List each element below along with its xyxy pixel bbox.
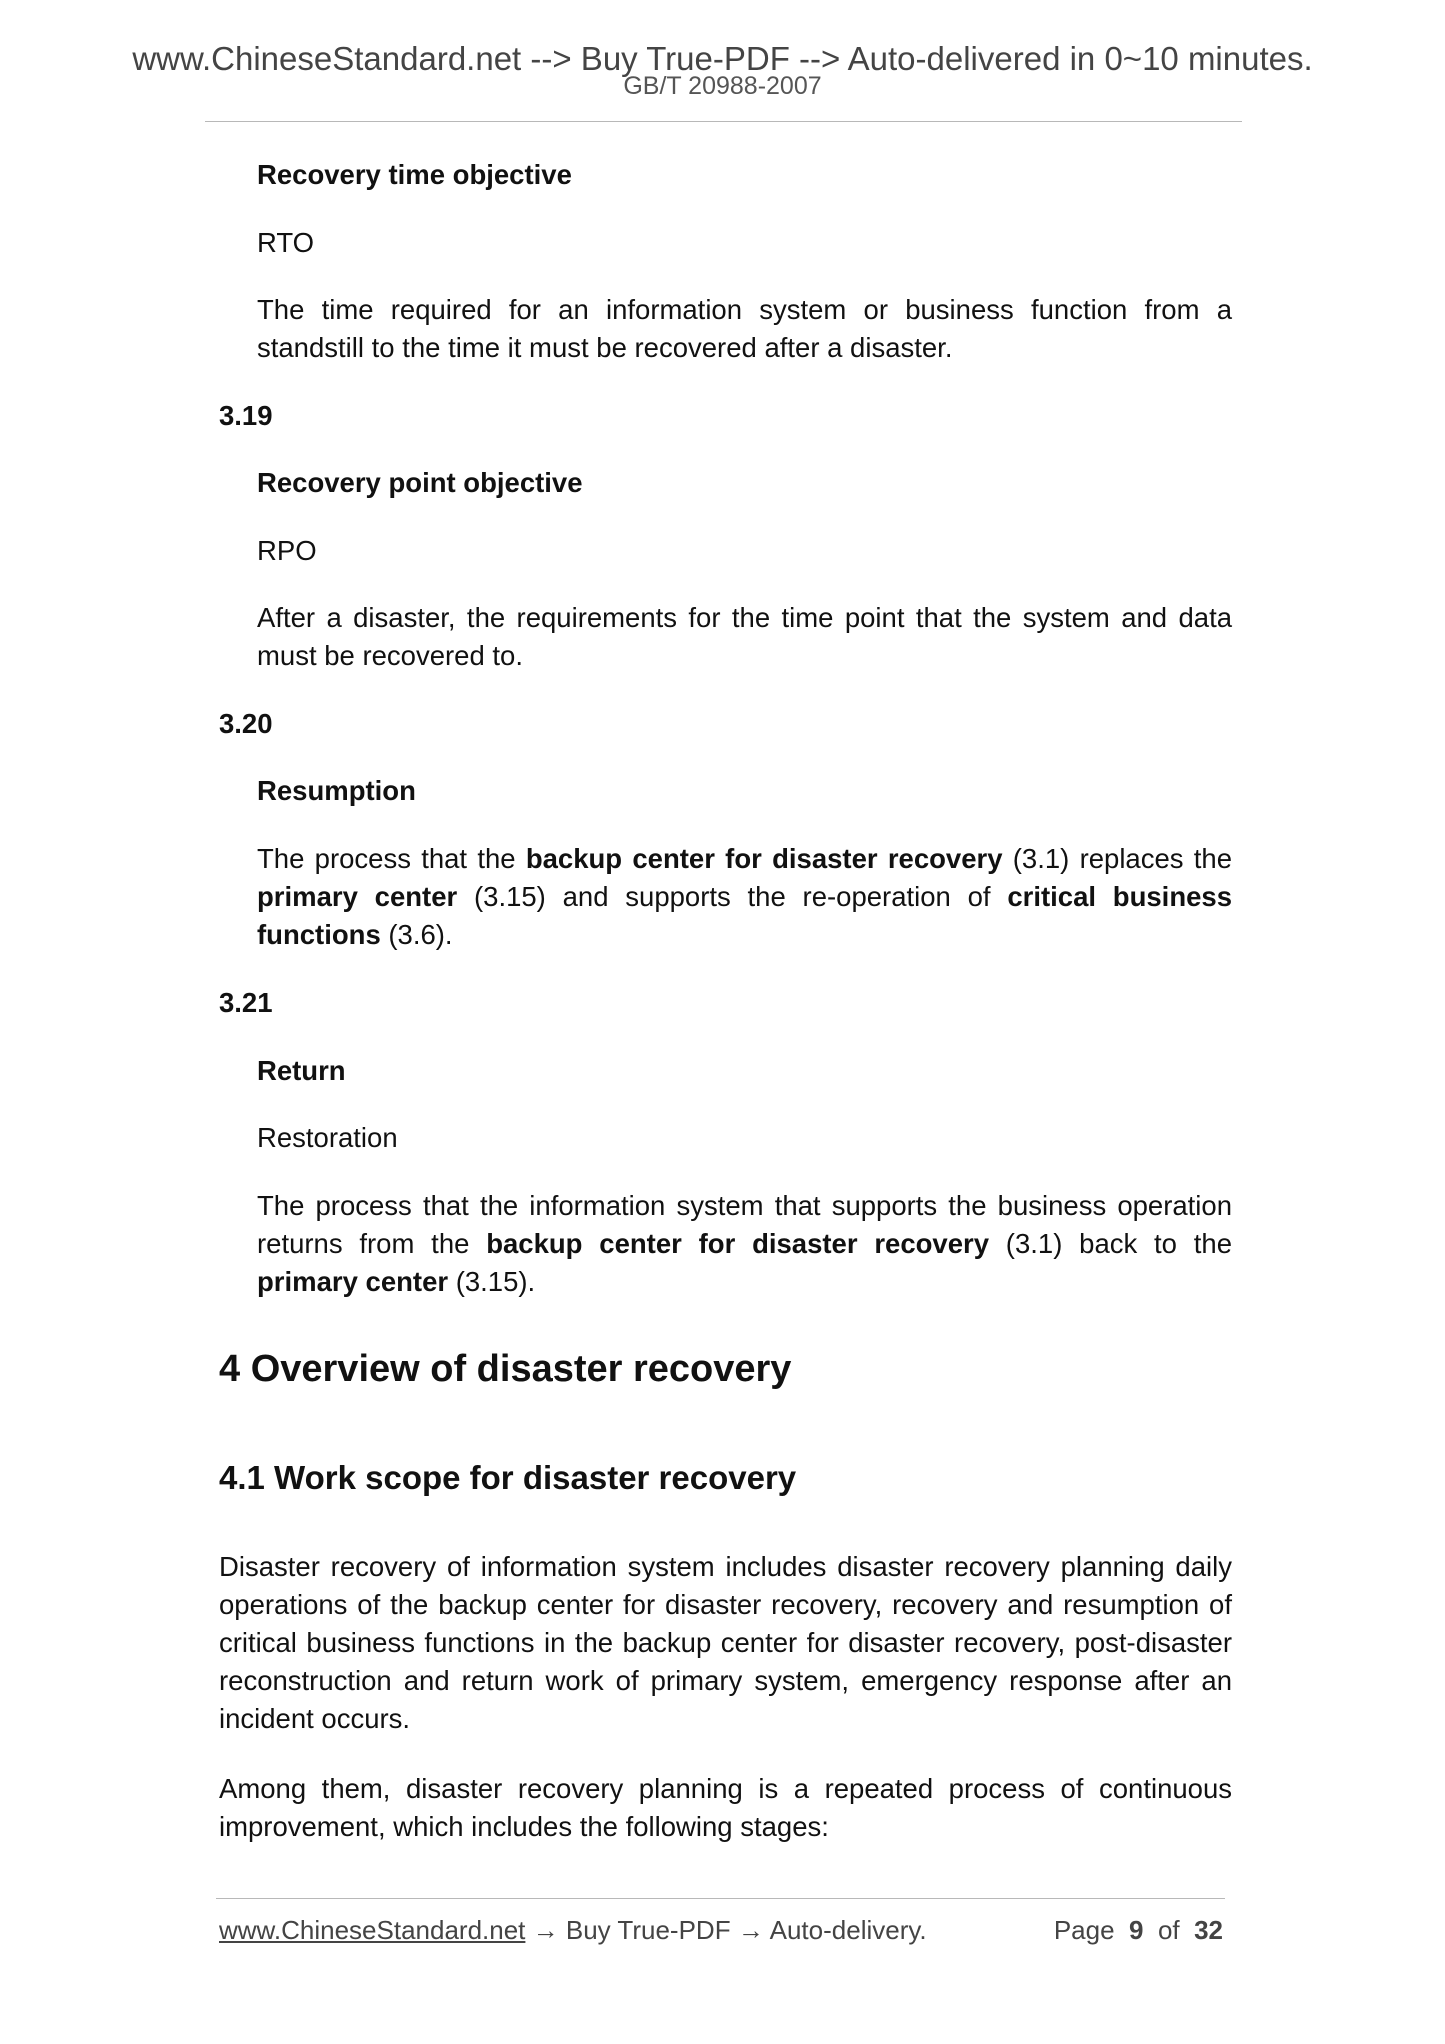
section-heading-4-1: 4.1 Work scope for disaster recovery xyxy=(219,1459,797,1496)
page-footer xyxy=(219,1914,1223,1946)
clause-number-3-20: 3.20 xyxy=(219,708,273,739)
term-rto: Recovery time objective xyxy=(257,159,572,190)
paragraph-planning-stages: Among them, disaster recovery planning is a repeated process of continuous improvement, which includes the following stages: xyxy=(219,1773,1232,1842)
clause-number-3-19: 3.19 xyxy=(219,400,273,431)
header-banner: www.ChineseStandard.net --> Buy True-PDF --> Auto-delivered in 0~10 minutes. xyxy=(132,40,1313,77)
page-label: Page xyxy=(1053,1915,1115,1945)
page-indicator xyxy=(1054,1914,1223,1946)
footer-delivery-text: Auto-delivery. xyxy=(769,1915,927,1945)
arrow-right-icon: → xyxy=(737,1915,764,1945)
section-heading-4: 4 Overview of disaster recovery xyxy=(219,1348,792,1390)
standard-code: GB/T 20988-2007 xyxy=(623,72,822,100)
header-divider xyxy=(205,121,1242,122)
term-return: Return xyxy=(257,1055,346,1086)
definition-rpo: After a disaster, the requirements for the time point that the system and data must be recovered to. xyxy=(257,602,1232,671)
of-label: of xyxy=(1157,1915,1180,1945)
clause-number-3-21: 3.21 xyxy=(219,987,273,1018)
footer-divider xyxy=(216,1898,1225,1899)
definition-rto: The time required for an information system or business function from a standstill to the time it must be recovered after a disaster. xyxy=(257,294,1232,363)
paragraph-work-scope: Disaster recovery of information system includes disaster recovery planning daily operations of the backup center for disaster recovery, recovery and resumption of critical business functions in the backup center for disaster recovery, post-disaster reconstruction and return work of primary system, emergency response after an incident occurs. xyxy=(219,1551,1232,1734)
definition-return: The process that the information system that supports the business operation returns from the backup center for disaster recovery (3.1) back to the primary center (3.15). xyxy=(257,1190,1232,1297)
footer-buy-text: Buy True-PDF xyxy=(565,1915,731,1945)
page-total: 32 xyxy=(1194,1915,1223,1945)
abbr-rto: RTO xyxy=(257,227,315,258)
arrow-right-icon: → xyxy=(532,1915,559,1945)
term-rpo: Recovery point objective xyxy=(257,467,583,498)
footer-site-link[interactable]: www.ChineseStandard.net xyxy=(219,1915,526,1945)
page-number: 9 xyxy=(1129,1915,1144,1945)
synonym-restoration: Restoration xyxy=(257,1122,398,1153)
definition-resumption: The process that the backup center for disaster recovery (3.1) replaces the primary center (3.15) and supports the re-operation of critical business functions (3.6). xyxy=(257,843,1233,950)
term-resumption: Resumption xyxy=(257,775,416,806)
abbr-rpo: RPO xyxy=(257,535,317,566)
